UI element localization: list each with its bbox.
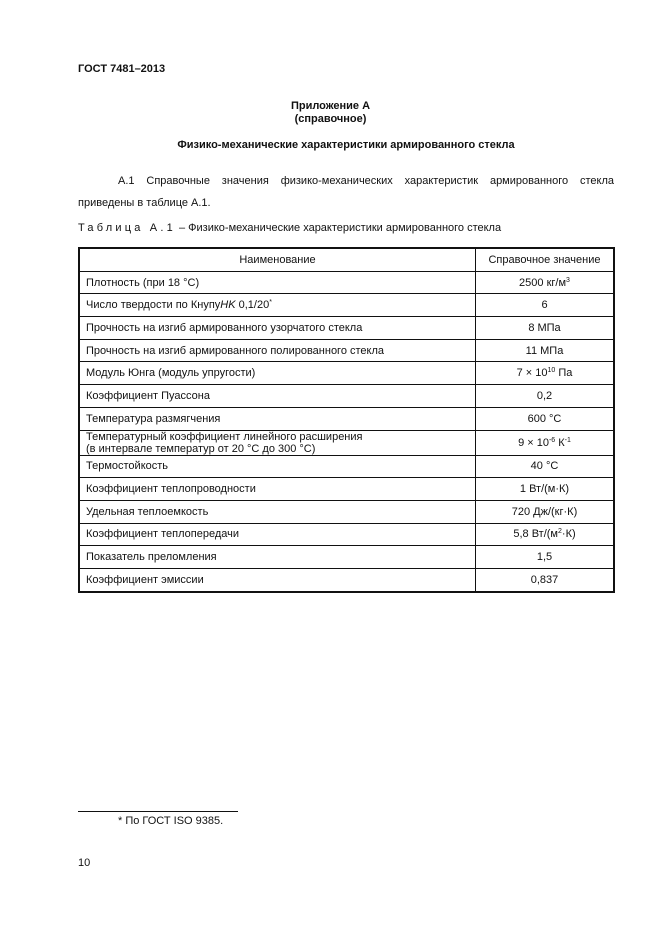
table-caption [78,222,501,234]
row-value: 720 Дж/(кг·К) [476,500,615,523]
appendix-title: Приложение А [290,100,371,112]
table-caption-dash: – [178,222,186,234]
row-value [476,430,615,455]
table-row [79,407,614,430]
value-text: 2500 кг/м [519,276,567,289]
footnote-marker: * [269,299,272,307]
row-value [476,362,615,385]
appendix-heading [0,100,661,126]
table-row [79,568,614,591]
row-value: 1,5 [476,546,615,569]
row-name: Коэффициент эмиссии [79,568,476,591]
row-name [79,430,476,455]
row-value: 600 °С [476,407,615,430]
table-row [79,271,614,294]
row-name: Удельная теплоемкость [79,500,476,523]
value-rest: Па [555,367,573,380]
row-name [79,294,476,317]
value-superscript-2: -1 [564,436,571,444]
value-text: 9 × 10 [518,436,549,449]
footnote-divider [78,811,238,812]
footnote: * По ГОСТ ISO 9385. [118,815,224,827]
name-rest: 0,1/20 [235,299,270,312]
table-header-row [79,248,614,271]
table-row [79,362,614,385]
row-name: Плотность (при 18 °С) [79,271,476,294]
table-row [79,500,614,523]
name-italic: HK [220,299,236,312]
section-title: Физико-механические характеристики армированного стекла [177,139,515,151]
value-superscript: 10 [547,367,556,375]
row-name: Прочность на изгиб армированного узорчатого стекла [79,317,476,340]
value-text: 7 × 10 [516,367,548,380]
row-name: Модуль Юнга (модуль упругости) [79,362,476,385]
table-row [79,455,614,478]
table-row [79,339,614,362]
row-name: Температура размягчения [79,407,476,430]
table-caption-label: Таблица А.1 [78,222,176,234]
row-name: Коэффициент теплопередачи [79,523,476,546]
row-value: 11 МПа [476,339,615,362]
intro-paragraph: А.1 Справочные значения физико-механических характеристик армированного стекла приведены в таблице А.1. [78,175,614,209]
name-text: Число твердости по Кнупу [86,299,221,312]
row-name: Коэффициент Пуассона [79,385,476,408]
appendix-subtitle: (справочное) [294,113,367,125]
value-superscript: 3 [566,276,570,284]
row-name: Коэффициент теплопроводности [79,478,476,501]
table-row [79,478,614,501]
row-value: 0,837 [476,568,615,591]
row-value: 1 Вт/(м·К) [476,478,615,501]
row-value: 6 [476,294,615,317]
name-line-1: Температурный коэффициент линейного расширения [86,430,363,443]
table-row [79,385,614,408]
table-row [79,294,614,317]
document-code: ГОСТ 7481–2013 [78,63,166,75]
value-rest: ·К) [561,528,576,541]
row-value [476,523,615,546]
table-row [79,430,614,455]
page-number: 10 [78,857,91,869]
row-value: 8 МПа [476,317,615,340]
value-superscript: -6 [548,436,556,444]
row-value: 0,2 [476,385,615,408]
properties-table [78,247,615,593]
row-value: 40 °С [476,455,615,478]
row-name: Прочность на изгиб армированного полированного стекла [79,339,476,362]
table-row [79,523,614,546]
header-name: Наименование [79,248,476,271]
name-line-2: (в интервале температур от 20 °С до 300 °С) [86,442,316,455]
row-value [476,271,615,294]
value-rest: К [555,436,565,449]
value-text: 5,8 Вт/(м [513,528,558,541]
table-row [79,317,614,340]
header-value: Справочное значение [476,248,615,271]
value-superscript: 2 [558,528,562,536]
row-name: Термостойкость [79,455,476,478]
table-caption-text: Физико-механические характеристики армированного стекла [188,222,502,234]
row-name: Показатель преломления [79,546,476,569]
table-row [79,546,614,569]
